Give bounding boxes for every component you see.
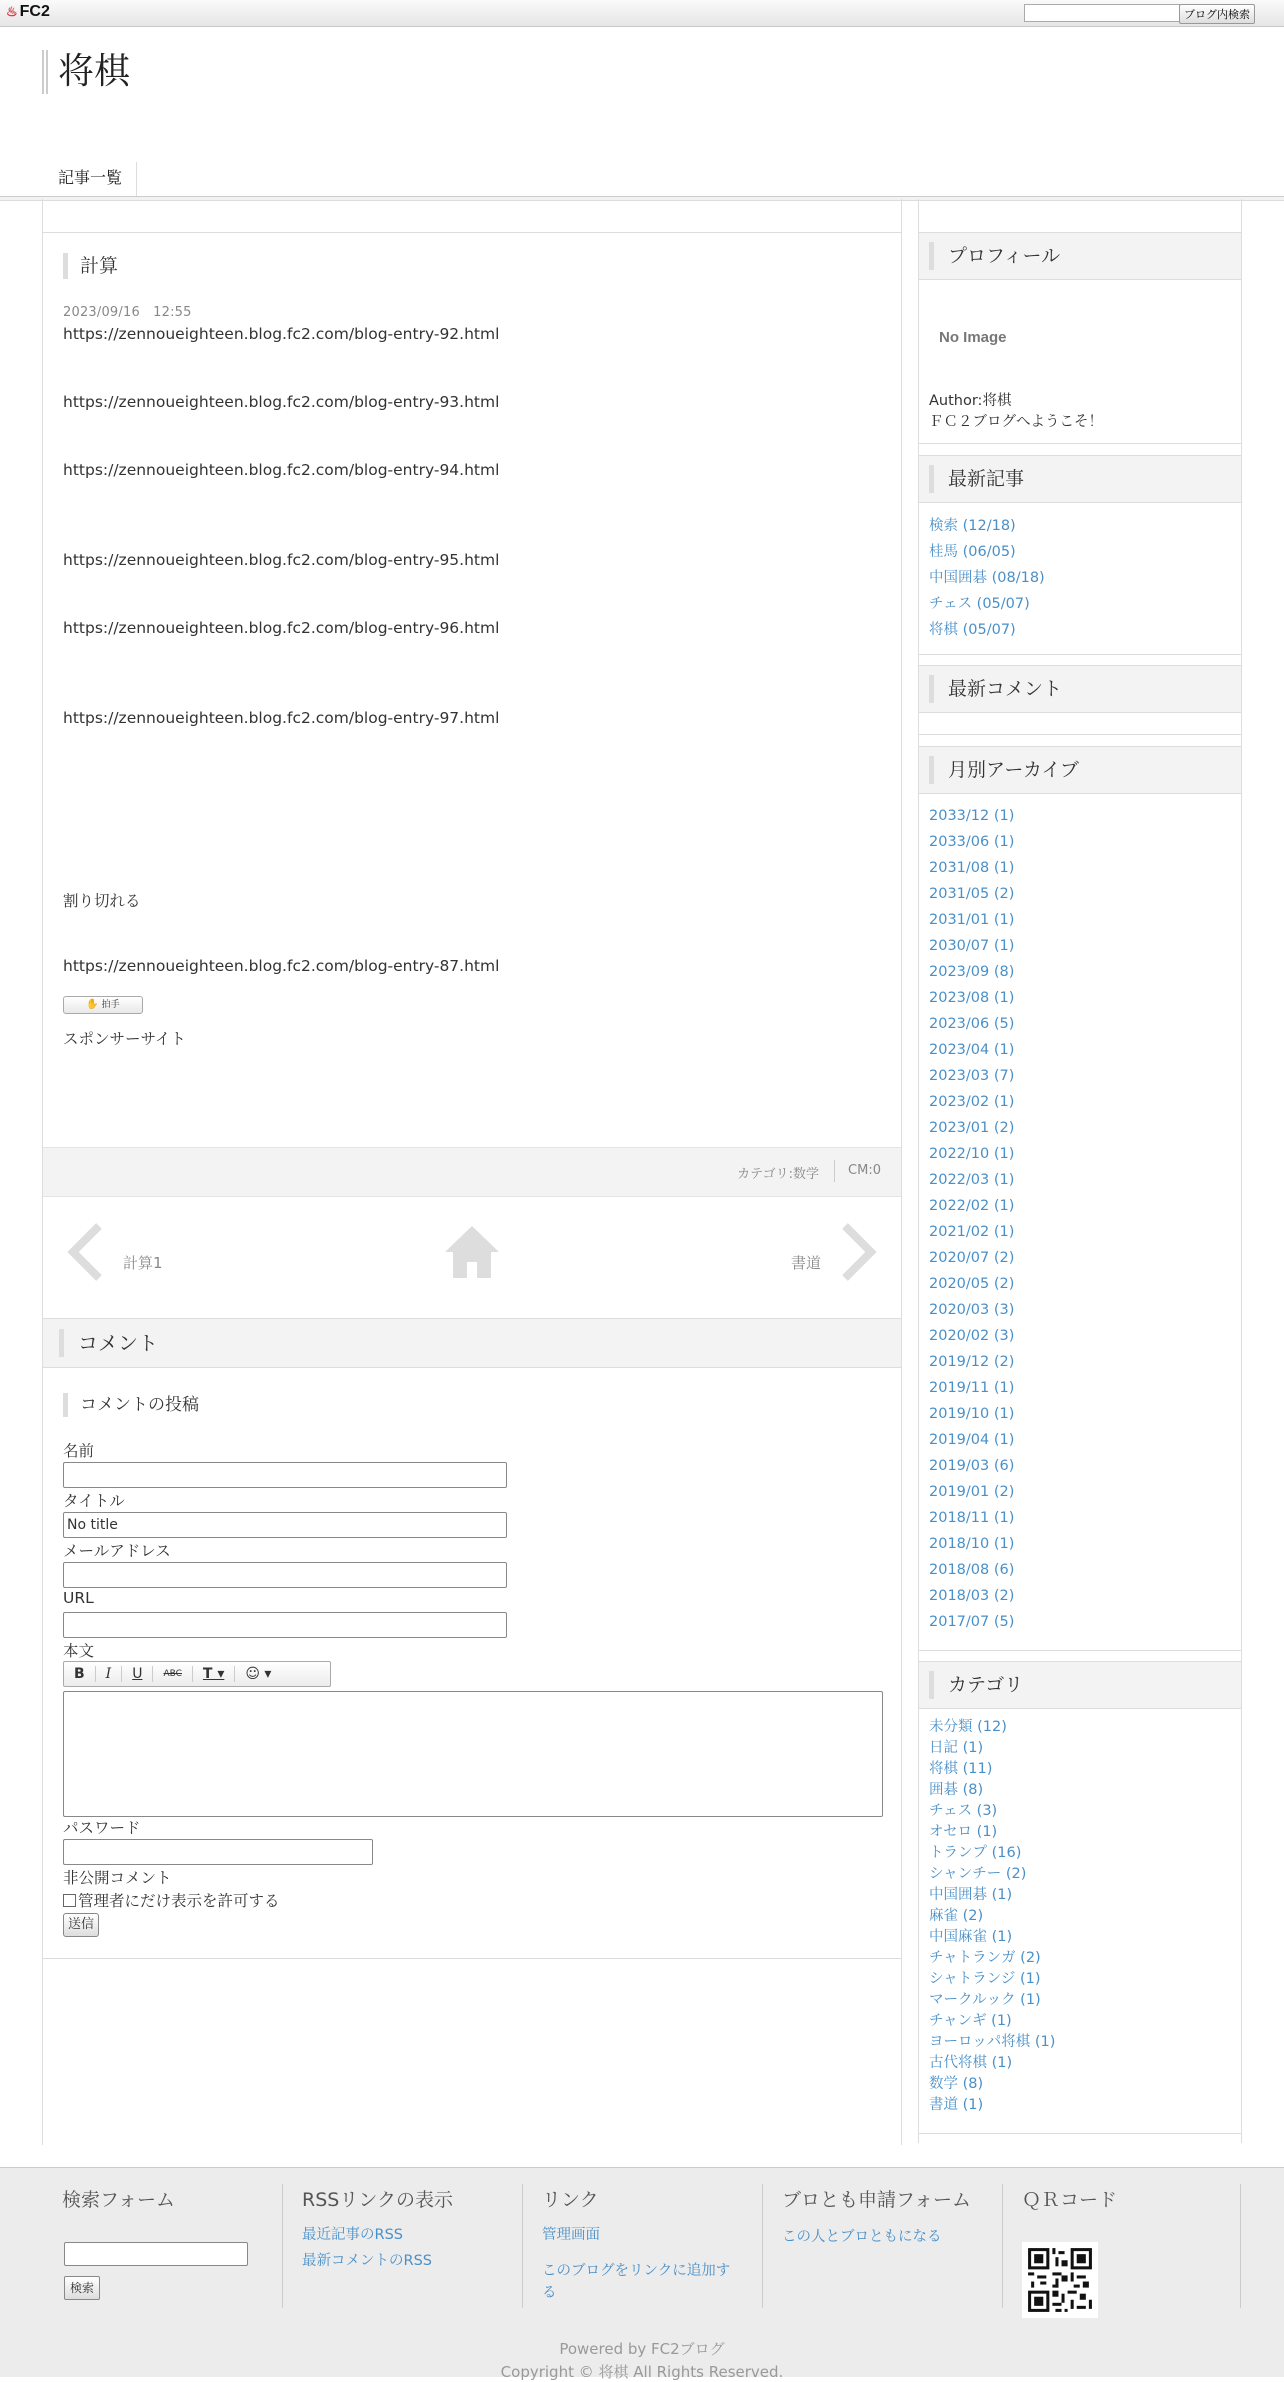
nav-tab-entry-list[interactable]: 記事一覧 [44,162,137,198]
submit-button[interactable]: 送信 [63,1913,99,1937]
footer-search-button[interactable]: 検索 [64,2276,100,2300]
archive-link[interactable]: 2021/02 (1) [929,1224,1015,1240]
archive-link[interactable]: 2023/06 (5) [929,1016,1015,1032]
recent-entry-link[interactable]: チェス (05/07) [929,596,1030,612]
archive-link[interactable]: 2018/10 (1) [929,1536,1015,1552]
comments-heading: コメント [59,1329,158,1357]
profile-text [929,391,1103,433]
archive-link[interactable]: 2023/03 (7) [929,1068,1015,1084]
category-link[interactable]: シャンチー (2) [929,1866,1027,1882]
rss-entries-link[interactable]: 最近記事のRSS [302,2227,403,2243]
password-input[interactable] [63,1839,373,1865]
password-label: パスワード [63,1819,141,1837]
profile-greeting: ＦＣ２ブログへようこそ！ [929,414,1103,430]
archive-link[interactable]: 2020/07 (2) [929,1250,1015,1266]
clap-label: 拍手 [101,1000,120,1010]
entry-line: https://zennoueighteen.blog.fc2.com/blog-entry-94.html [63,461,500,479]
name-label: 名前 [63,1442,95,1460]
archive-link[interactable]: 2018/11 (1) [929,1510,1015,1526]
prev-entry-link[interactable]: 計算1 [123,1254,163,1272]
archive-link[interactable]: 2023/09 (8) [929,964,1015,980]
recent-entry-link[interactable]: 中国囲碁 (08/18) [929,570,1045,586]
fc2-topbar [0,0,1284,27]
entry-line: https://zennoueighteen.blog.fc2.com/blog-entry-92.html [63,325,500,343]
comment-body-textarea[interactable] [63,1691,883,1817]
qr-code-icon [1022,2242,1098,2318]
footer-links-heading: リンク [542,2189,599,2211]
archive-link[interactable]: 2022/02 (1) [929,1198,1015,1214]
category-link[interactable]: 古代将棋 (1) [929,2055,1013,2071]
archive-link[interactable]: 2022/03 (1) [929,1172,1015,1188]
archive-link[interactable]: 2018/03 (2) [929,1588,1015,1604]
admin-link[interactable]: 管理画面 [542,2227,600,2243]
archives-list [919,794,1241,1645]
category-link[interactable]: オセロ (1) [929,1824,998,1840]
footer-rss [302,2186,512,2298]
sidebar [918,199,1242,2143]
friend-request-link[interactable]: この人とブロともになる [782,2229,942,2245]
archive-link[interactable]: 2023/04 (1) [929,1042,1015,1058]
recent-entries-plugin [919,455,1241,653]
footer [0,2167,1284,2381]
footer-qr [1022,2186,1222,2298]
add-link-link[interactable]: このブログをリンクに追加する [542,2263,731,2301]
archive-link[interactable]: 2031/01 (1) [929,912,1015,928]
private-label: 非公開コメント [63,1869,172,1887]
sponsor-text: スポンサーサイト [63,1030,186,1048]
entry-pager [43,1196,901,1319]
category-link[interactable]: チャンギ (1) [929,2013,1012,2029]
footer-friend [782,2186,972,2298]
comment-form-title: コメントの投稿 [63,1393,199,1417]
recent-comments-plugin [919,665,1241,713]
footer-search-heading: 検索フォーム [62,2189,176,2211]
clap-hand-icon: ✋ [86,999,99,1010]
footer-search-input[interactable] [64,2242,248,2266]
category-link[interactable]: ヨーロッパ将棋 (1) [929,2034,1056,2050]
category-link[interactable]: 日記 (1) [929,1740,984,1756]
archive-link[interactable]: 2019/11 (1) [929,1380,1015,1396]
category-link[interactable]: 中国麻雀 (1) [929,1929,1013,1945]
mail-input[interactable] [63,1562,507,1588]
entry-line: 割り切れる [63,892,141,910]
footer-links [542,2186,742,2301]
archive-link[interactable]: 2031/05 (2) [929,886,1015,902]
profile-author: Author:将棋 [929,393,1012,409]
category-link[interactable]: 囲碁 (8) [929,1782,984,1798]
profile-no-image: No Image [939,329,1007,346]
mail-label: メールアドレス [63,1542,171,1560]
category-link[interactable]: チャトランガ (2) [929,1950,1041,1966]
private-checkbox-row[interactable] [63,1889,280,1911]
fc2-logo[interactable] [6,3,50,21]
archive-link[interactable]: 2019/12 (2) [929,1354,1015,1370]
recent-entry-link[interactable]: 検索 (12/18) [929,518,1016,534]
italic-button[interactable]: I [96,1666,123,1682]
category-link[interactable]: 将棋 (11) [929,1761,993,1777]
archives-plugin [919,746,1241,1645]
comments-header [43,1319,901,1368]
recent-entry-link[interactable]: 将棋 (05/07) [929,622,1016,638]
entry-line: https://zennoueighteen.blog.fc2.com/blog-entry-96.html [63,619,500,637]
category-link[interactable]: マークルック (1) [929,1992,1041,2008]
entry-date: 2023/09/16 12:55 [63,305,192,320]
archive-link[interactable]: 2033/12 (1) [929,808,1015,824]
private-checkbox[interactable] [63,1894,76,1907]
profile-heading: プロフィール [929,242,1060,270]
text-size-button[interactable]: T ▾ [193,1666,235,1682]
entry-category-link[interactable]: カテゴリ:数学 [737,1167,819,1182]
archive-link[interactable]: 2020/03 (3) [929,1302,1015,1318]
url-input[interactable] [63,1612,507,1638]
prev-arrow-icon[interactable] [65,1222,105,1282]
clap-button[interactable] [63,996,143,1014]
categories-heading: カテゴリ [929,1671,1023,1699]
blog-search-button[interactable]: ブログ内検索 [1179,4,1255,24]
recent-entries-list [919,503,1241,653]
archive-link[interactable]: 2023/01 (2) [929,1120,1015,1136]
archive-link[interactable]: 2017/07 (5) [929,1614,1015,1630]
strike-button[interactable]: ABC [153,1666,192,1682]
category-link[interactable]: 麻雀 (2) [929,1908,984,1924]
emoji-button[interactable]: ☺ ▾ [245,1666,272,1682]
next-entry-link[interactable]: 書道 [790,1254,821,1272]
profile-plugin [919,232,1241,280]
name-input[interactable] [63,1462,507,1488]
archive-link[interactable]: 2023/08 (1) [929,990,1015,1006]
archive-link[interactable]: 2019/04 (1) [929,1432,1015,1448]
footer-rss-heading: RSSリンクの表示 [302,2189,453,2211]
blog-title[interactable]: 将棋 [42,50,130,94]
archive-link[interactable]: 2023/02 (1) [929,1094,1015,1110]
archive-link[interactable]: 2031/08 (1) [929,860,1015,876]
archive-link[interactable]: 2019/10 (1) [929,1406,1015,1422]
recent-entries-heading: 最新記事 [929,465,1024,493]
categories-plugin [919,1661,1241,2126]
next-arrow-icon[interactable] [839,1222,879,1282]
rss-comments-link[interactable]: 最新コメントのRSS [302,2253,432,2269]
archive-link[interactable]: 2019/01 (2) [929,1484,1015,1500]
entry-line: https://zennoueighteen.blog.fc2.com/blog-entry-87.html [63,957,500,975]
categories-list [919,1709,1241,2126]
url-label: URL [63,1589,94,1607]
entry-line: https://zennoueighteen.blog.fc2.com/blog-entry-97.html [63,709,500,727]
powered-by-link[interactable]: Powered by FC2ブログ [559,2340,725,2358]
category-link[interactable]: 数学 (8) [929,2076,984,2092]
archive-link[interactable]: 2018/08 (6) [929,1562,1015,1578]
main-column [42,199,902,2145]
footer-friend-heading: ブロとも申請フォーム [782,2189,972,2211]
title-label: タイトル [63,1492,125,1510]
archives-heading: 月別アーカイブ [929,756,1079,784]
archive-link[interactable]: 2019/03 (6) [929,1458,1015,1474]
archive-link[interactable]: 2022/10 (1) [929,1146,1015,1162]
footer-search [62,2186,272,2298]
archive-link[interactable]: 2020/02 (3) [929,1328,1015,1344]
copyright: Copyright © 将棋 All Rights Reserved. [500,2363,784,2381]
bold-button[interactable]: B [64,1666,96,1682]
body-label: 本文 [63,1642,95,1660]
editor-toolbar [63,1661,331,1687]
entry-footer [43,1147,901,1197]
footer-qr-heading: ＱＲコード [1022,2189,1118,2211]
underline-button[interactable]: U [122,1666,153,1682]
category-link[interactable]: トランプ (16) [929,1845,1022,1861]
entry-comment-count[interactable]: CM:0 [848,1163,881,1178]
category-link[interactable]: シャトランジ (1) [929,1971,1041,1987]
category-link[interactable]: チェス (3) [929,1803,998,1819]
title-input[interactable]: No title [63,1512,507,1538]
recent-entry-link[interactable]: 桂馬 (06/05) [929,544,1016,560]
entry-line: https://zennoueighteen.blog.fc2.com/blog-entry-93.html [63,393,500,411]
category-link[interactable]: 中国囲碁 (1) [929,1887,1013,1903]
archive-link[interactable]: 2020/05 (2) [929,1276,1015,1292]
private-checkbox-label: 管理者にだけ表示を許可する [78,1892,280,1910]
entry-title[interactable]: 計算 [63,253,118,279]
fc2-flame-icon: ♨ [6,4,18,19]
archive-link[interactable]: 2030/07 (1) [929,938,1015,954]
archive-link[interactable]: 2033/06 (1) [929,834,1015,850]
blog-search-input[interactable] [1024,4,1180,22]
category-link[interactable]: 書道 (1) [929,2097,984,2113]
recent-comments-heading: 最新コメント [929,675,1062,703]
home-icon[interactable] [443,1224,501,1280]
fc2-logo-text: FC2 [19,3,50,20]
entry-line: https://zennoueighteen.blog.fc2.com/blog-entry-95.html [63,551,500,569]
category-link[interactable]: 未分類 (12) [929,1719,1007,1735]
